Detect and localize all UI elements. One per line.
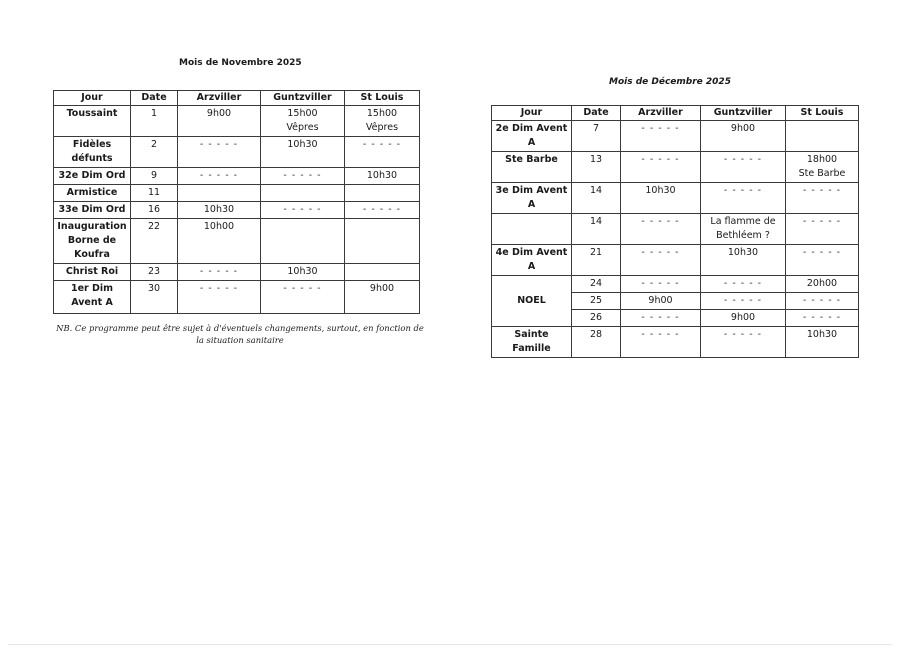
disclaimer-note: NB. Ce programme peut être sujet à d'éventuels changements, surtout, en fonction de la situation sanitaire [56, 323, 424, 345]
jour-cell: Christ Roi [54, 264, 131, 281]
stlouis-cell: - - - - - [345, 137, 420, 168]
arzviller-cell: - - - - - [621, 310, 701, 327]
date-cell: 11 [131, 185, 178, 202]
december-title: Mois de Décembre 2025 [609, 77, 731, 87]
stlouis-cell: - - - - - [786, 214, 859, 245]
stlouis-cell [345, 219, 420, 264]
arzviller-cell: - - - - - [621, 121, 701, 152]
guntzviller-cell: La flamme de Bethléem ? [701, 214, 786, 245]
stlouis-cell [345, 264, 420, 281]
arzviller-cell: - - - - - [621, 152, 701, 183]
jour-cell: Armistice [54, 185, 131, 202]
stlouis-cell: 15h00 Vêpres [345, 106, 420, 137]
table-header-row [492, 106, 859, 121]
date-cell: 28 [572, 327, 621, 358]
col-header-date: Date [131, 91, 178, 106]
table-row [492, 152, 859, 183]
arzviller-cell: - - - - - [621, 276, 701, 293]
stlouis-cell [786, 121, 859, 152]
jour-cell: 32e Dim Ord [54, 168, 131, 185]
guntzviller-cell: 15h00 Vêpres [261, 106, 345, 137]
date-cell: 2 [131, 137, 178, 168]
guntzviller-cell: 9h00 [701, 310, 786, 327]
date-cell: 21 [572, 245, 621, 276]
table-row [492, 121, 859, 152]
stlouis-cell: - - - - - [786, 310, 859, 327]
table-row [492, 245, 859, 276]
table-row [54, 202, 420, 219]
guntzviller-cell: 9h00 [701, 121, 786, 152]
table-row [492, 327, 859, 358]
jour-cell: 3e Dim Avent A [492, 183, 572, 214]
guntzviller-cell: - - - - - [701, 293, 786, 310]
date-cell: 14 [572, 214, 621, 245]
jour-cell: 33e Dim Ord [54, 202, 131, 219]
jour-cell: Inauguration Borne de Koufra [54, 219, 131, 264]
arzviller-cell: - - - - - [178, 281, 261, 314]
jour-cell: Toussaint [54, 106, 131, 137]
arzviller-cell: 10h30 [621, 183, 701, 214]
arzviller-cell: 10h00 [178, 219, 261, 264]
guntzviller-cell: 10h30 [701, 245, 786, 276]
jour-cell-noel: NOEL [492, 276, 572, 327]
date-cell: 22 [131, 219, 178, 264]
date-cell: 14 [572, 183, 621, 214]
table-row [54, 137, 420, 168]
col-header-jour: Jour [54, 91, 131, 106]
stlouis-cell: 10h30 [786, 327, 859, 358]
date-cell: 9 [131, 168, 178, 185]
table-row [492, 183, 859, 214]
date-cell: 26 [572, 310, 621, 327]
stlouis-cell: 20h00 [786, 276, 859, 293]
col-header-date: Date [572, 106, 621, 121]
arzviller-cell: - - - - - [178, 264, 261, 281]
jour-cell: Ste Barbe [492, 152, 572, 183]
arzviller-cell: 10h30 [178, 202, 261, 219]
arzviller-cell: 9h00 [621, 293, 701, 310]
table-row [54, 185, 420, 202]
november-table [53, 90, 420, 314]
date-cell: 25 [572, 293, 621, 310]
december-table [491, 105, 859, 358]
stlouis-cell: - - - - - [786, 293, 859, 310]
table-row [54, 281, 420, 314]
date-cell: 23 [131, 264, 178, 281]
table-row [54, 264, 420, 281]
guntzviller-cell: - - - - - [261, 168, 345, 185]
table-row [492, 276, 859, 293]
arzviller-cell: 9h00 [178, 106, 261, 137]
date-cell: 30 [131, 281, 178, 314]
table-header-row [54, 91, 420, 106]
guntzviller-cell [261, 219, 345, 264]
guntzviller-cell: - - - - - [701, 152, 786, 183]
date-cell: 13 [572, 152, 621, 183]
arzviller-cell: - - - - - [621, 214, 701, 245]
date-cell: 24 [572, 276, 621, 293]
guntzviller-cell: 10h30 [261, 137, 345, 168]
col-header-jour: Jour [492, 106, 572, 121]
table-row [54, 168, 420, 185]
table-row [54, 106, 420, 137]
guntzviller-cell: - - - - - [701, 276, 786, 293]
stlouis-cell: 18h00 Ste Barbe [786, 152, 859, 183]
col-header-stlouis: St Louis [786, 106, 859, 121]
jour-cell: Sainte Famille [492, 327, 572, 358]
stlouis-cell [345, 185, 420, 202]
arzviller-cell: - - - - - [621, 245, 701, 276]
date-cell: 7 [572, 121, 621, 152]
col-header-guntzviller: Guntzviller [701, 106, 786, 121]
col-header-arzviller: Arzviller [178, 91, 261, 106]
col-header-guntzviller: Guntzviller [261, 91, 345, 106]
table-row [54, 219, 420, 264]
guntzviller-cell: - - - - - [701, 327, 786, 358]
arzviller-cell [178, 185, 261, 202]
jour-cell [492, 214, 572, 245]
arzviller-cell: - - - - - [178, 137, 261, 168]
arzviller-cell: - - - - - [178, 168, 261, 185]
date-cell: 16 [131, 202, 178, 219]
stlouis-cell: - - - - - [345, 202, 420, 219]
table-row [492, 214, 859, 245]
page-edge-line [8, 644, 892, 645]
guntzviller-cell: 10h30 [261, 264, 345, 281]
jour-cell: 1er Dim Avent A [54, 281, 131, 314]
guntzviller-cell: - - - - - [261, 202, 345, 219]
guntzviller-cell [261, 185, 345, 202]
november-title: Mois de Novembre 2025 [179, 58, 302, 68]
col-header-arzviller: Arzviller [621, 106, 701, 121]
stlouis-cell: 9h00 [345, 281, 420, 314]
jour-cell: Fidèles défunts [54, 137, 131, 168]
stlouis-cell: - - - - - [786, 245, 859, 276]
col-header-stlouis: St Louis [345, 91, 420, 106]
arzviller-cell: - - - - - [621, 327, 701, 358]
date-cell: 1 [131, 106, 178, 137]
jour-cell: 2e Dim Avent A [492, 121, 572, 152]
stlouis-cell: 10h30 [345, 168, 420, 185]
jour-cell: 4e Dim Avent A [492, 245, 572, 276]
guntzviller-cell: - - - - - [261, 281, 345, 314]
stlouis-cell: - - - - - [786, 183, 859, 214]
guntzviller-cell: - - - - - [701, 183, 786, 214]
